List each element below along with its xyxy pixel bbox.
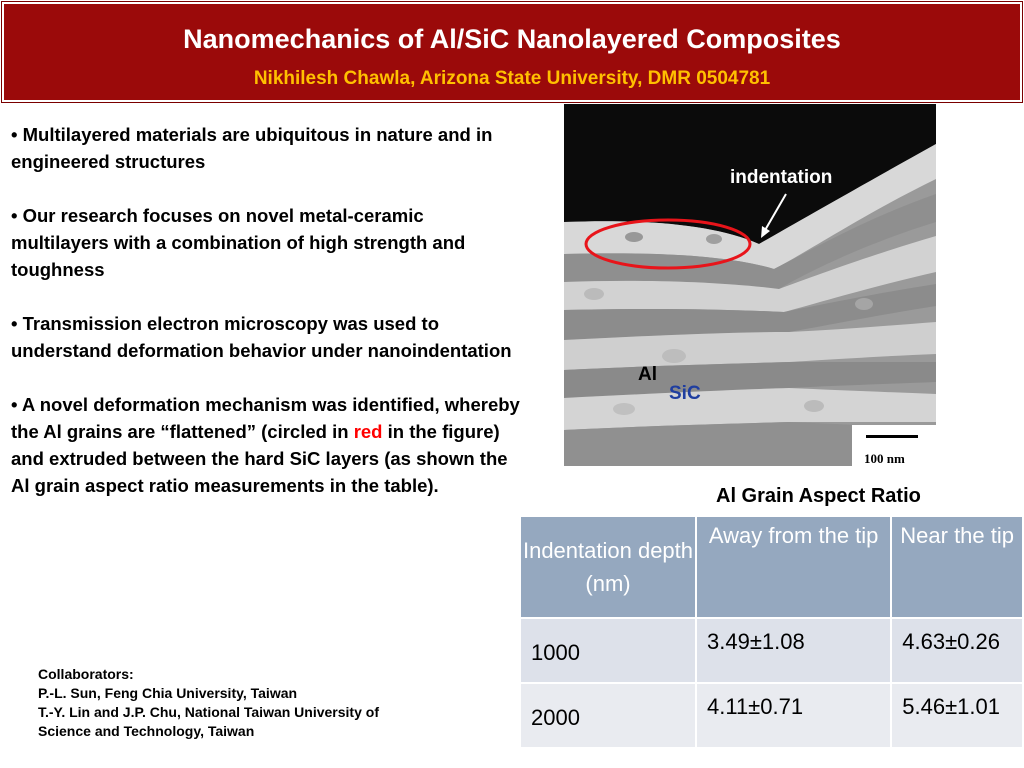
cell-depth: 2000 <box>520 683 696 748</box>
cell-near: 5.46±1.01 <box>891 683 1023 748</box>
slide-header <box>2 2 1022 102</box>
cell-away: 4.11±0.71 <box>696 683 891 748</box>
cell-away: 3.49±1.08 <box>696 618 891 683</box>
scale-bar <box>866 435 918 438</box>
header-near-tip: Near the tip <box>891 516 1023 618</box>
collaborator-line-3: Science and Technology, Taiwan <box>38 723 255 739</box>
table-header-row <box>520 516 1023 618</box>
collaborator-line-1: P.-L. Sun, Feng Chia University, Taiwan <box>38 685 298 701</box>
bullet-4-red-word: red <box>353 421 383 442</box>
scale-bar-box <box>852 425 936 466</box>
header-away-from-tip: Away from the tip <box>696 516 891 618</box>
collaborators-block <box>38 665 379 741</box>
cell-near: 4.63±0.26 <box>891 618 1023 683</box>
slide-subtitle: Nikhilesh Chawla, Arizona State University, DMR 0504781 <box>253 68 771 89</box>
bullet-4-text-end: in the figure) and extruded between the hard SiC layers (as shown the Al grain aspect ratio measurements in the table). <box>11 421 508 496</box>
header-indentation-depth: Indentation depth (nm) <box>520 516 696 618</box>
cell-depth: 1000 <box>520 618 696 683</box>
collaborators-heading: Collaborators: <box>38 666 134 682</box>
bullet-1: • Multilayered materials are ubiquitous in nature and in engineered structures <box>11 124 493 172</box>
al-layer-label: Al <box>638 364 657 385</box>
slide-title: Nanomechanics of Al/SiC Nanolayered Composites <box>183 24 841 54</box>
tem-micrograph <box>564 104 936 466</box>
bullet-2: • Our research focuses on novel metal-ceramic multilayers with a combination of high strength and toughness <box>11 205 466 280</box>
aspect-ratio-table <box>519 515 1024 749</box>
table-title: Al Grain Aspect Ratio <box>716 485 921 507</box>
scale-bar-label: 100 nm <box>864 451 905 466</box>
sic-layer-label: SiC <box>669 383 701 404</box>
bullet-4 <box>11 391 521 499</box>
collaborator-line-2: T.-Y. Lin and J.P. Chu, National Taiwan University of <box>38 704 379 720</box>
bullet-3: • Transmission electron microscopy was used to understand deformation behavior under nanoindentation <box>11 313 512 361</box>
bullet-list <box>11 121 521 526</box>
table-row <box>520 683 1023 748</box>
bullet-4-text-start: • A novel deformation mechanism was identified, whereby the Al grains are “flattened” (circled in <box>11 394 520 442</box>
table-row <box>520 618 1023 683</box>
indentation-label: indentation <box>730 167 833 188</box>
